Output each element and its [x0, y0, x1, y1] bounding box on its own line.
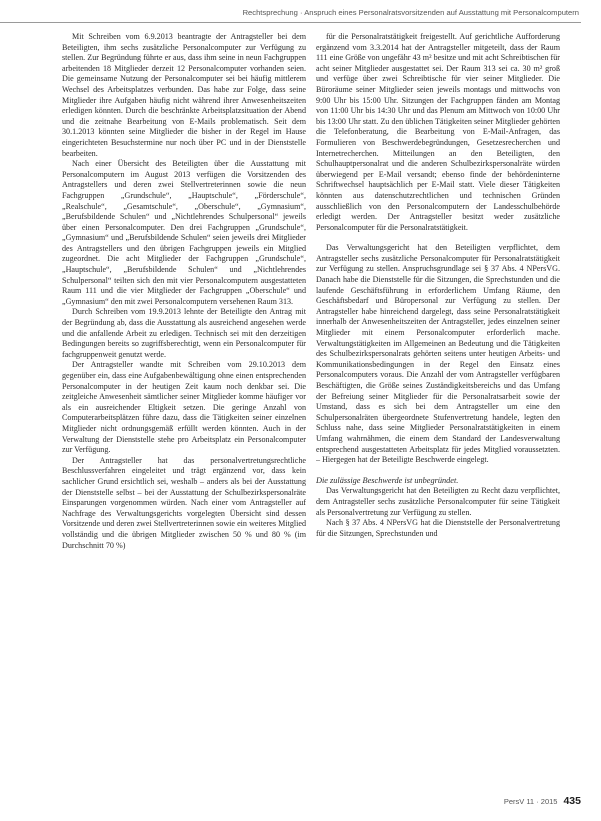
paragraph: Das Verwaltungsgericht hat den Beteiligten verpflichtet, dem Antragsteller sechs zusätzliche Personalcomputer für Personalratstätigkeit zur Verfügung zu stellen. Anspruchsgrundlage sei § 37 Abs. 4 NPersVG. Danach habe die Dienststelle für die Sitzungen, die Sprechstunden und die laufende Geschäftsführung in erforderlichem Umfang Räume, den Geschäftsbedarf und Büropersonal zur Verfügung zu stellen. Der Antragsteller habe hinreichend dargelegt, dass seine Personalratstätigkeit innerhalb der Anwesenheitszeiten der Antragsteller, jedes einzelnen seiner Mitglieder mit einem Personalcomputer erforderlich mache. Verwaltungstätigkeiten im Allgemeinen an Bedeutung und die Tätigkeiten des Schulbezirkspersonalrats gehörten seitens unter heutigen Arbeits- und Kommunikationsbedingungen in der Regel den Einsatz eines Personalcomputers voraus. Die Anzahl der vom Antragsteller verfügbaren Beschäftigten, die Größe seines Zuständigkeitsbereichs und das Umfang der Befreiung seiner Mitglieder für die Personalratsarbeit sowie der Umstand, dass es sich bei dem Antragsteller um eine den Schulpersonalräten übergeordnete Stufenvertretung handele, legten den Schluss nahe, dass seine Mitglieder Personalratstätigkeiten in einem Umfang wahrnähmen, die einem dem Standard der Landesverwaltung entsprechend ausgestatteten Arbeitsplatz für jedes Mitglied voraussetzten. – Hiergegen hat der Beteiligte Beschwerde eingelegt. — [316, 243, 560, 465]
page-number: 435 — [563, 795, 581, 807]
paragraph: Das Verwaltungsgericht hat den Beteiligten zu Recht dazu verpflichtet, dem Antragsteller sechs zusätzliche Personalcomputer für seine Tätigkeit als Personalvertretung zur Verfügung zu stellen. — [316, 486, 560, 517]
section-subheading: Die zulässige Beschwerde ist unbegründet. — [316, 475, 459, 485]
paragraph: Der Antragsteller hat das personalvertretungsrechtliche Beschlussverfahren eingeleitet und trägt ergänzend vor, dass kein sachlicher Grund ersichtlich sei, weshalb – anders als bei der Ausstattung der Dienststelle selbst – bei der Ausstattung der Schulbezirkspersonalräte Einsparungen vorgenommen würden. Nach einer vom Antragsteller auf Nachfrage des Verwaltungsgerichts vorgelegten Übersicht sind dessen Vorsitzende und deren zwei Stellvertreterinnen sowie ein weiteres Mitglied vollständig und die übrigen Mitglieder zwischen 50 % und 80 % (im Durchschnitt 70 %) — [62, 455, 306, 550]
header-rule — [0, 22, 581, 23]
paragraph: Durch Schreiben vom 19.9.2013 lehnte der Beteiligte den Antrag mit der Begründung ab, dass die Ausstattung als ausreichend angesehen werde und die anfallende Arbeit zu erledigen. Technisch sei mit den derzeitigen Bedingungen bereits so zugriffsberechtigt, wenn ein Personalcomputer für fachgruppenweit genutzt werde. — [62, 307, 306, 359]
paragraph: Nach § 37 Abs. 4 NPersVG hat die Dienststelle der Personalvertretung für die Sitzungen, Sprechstunden und — [316, 518, 560, 538]
right-column — [316, 32, 560, 794]
paragraph: Mit Schreiben vom 6.9.2013 beantragte der Antragsteller bei dem Beteiligten, ihm sechs zusätzliche Personalcomputer zur Verfügung zu stellen. Zur Begründung führte er aus, dass ihm seine in neun Fachgruppen arbeitenden 18 Mitglieder derzeit 12 Personalcomputer vorhanden seien. Die gemeinsame Nutzung der Personalcomputer sei bei häufig mittlerem Wechsel des Arbeitsplatzes verbunden. Das habe zur Folge, dass seine Mitglieder ihre Aufgaben häufig nicht während ihrer Anwesenheitszeiten erledigen könnten. Durch die beschränkte Arbeitsplatzsituation der Abend und die zeitnahe Bearbeitung von E-Mails problematisch. Seit dem 30.1.2013 könnten seine Mitglieder die bisher in der Regel im Hause eingerichteten Besuchstermine nur noch über PC und in der Dienststelle bearbeiten. — [62, 32, 306, 158]
paragraph: für die Personalratstätigkeit freigestellt. Auf gerichtliche Aufforderung ergänzend vom 3.3.2014 hat der Antragsteller mitgeteilt, dass der Raum 111 eine Größe von ungefähr 43 m² besitze und mit acht Schreibtischen für acht seiner Mitglieder ausgestattet sei. Der Raum 313 sei ca. 30 m² groß und verfüge über zwei Schreibtische für vier seiner Mitglieder. Die Büroräume seiner Mitglieder seien jeweils montags und mittwochs von 9:00 Uhr bis 15:00 Uhr. Sitzungen der Fachgruppen fänden am Montag von 11:00 Uhr bis 14:30 Uhr und das Plenum am Mittwoch von 10:00 Uhr bis 13:00 Uhr statt. Zu den üblichen Tätigkeiten seiner Mitglieder gehörten die Telefonberatung, die Bearbeitung von E-Mail-Anfragen, das Formulieren von Beschwerdebegründungen, Gesetzesrecherchen und Internetrecherchen. Mitteilungen an den Beteiligten, den Schulhauptpersonalrat und die anderen Schulbezirkspersonalräte würden überwiegend per E-Mail versandt; ebenso finde der behördeninterne Schriftwechsel hauptsächlich per E-Mail statt. Viele dieser Tätigkeiten könnten aus datenschutzrechtlichen und technischen Gründen ausschließlich von den Personalcomputern der Landesschulbehörde erledigt werden. Der Antragsteller besitzt weder zusätzliche Personalcomputer für die Personalratstätigkeit. — [316, 32, 560, 232]
running-header-title: Rechtsprechung · Anspruch eines Personalratsvorsitzenden auf Ausstattung mit Personalcomputern — [242, 8, 579, 17]
left-column — [62, 32, 306, 784]
page-footer — [504, 795, 581, 807]
running-header — [0, 0, 601, 26]
journal-issue: PersV 11 · 2015 — [503, 797, 558, 806]
paragraph: Nach einer Übersicht des Beteiligten über die Ausstattung mit Personalcomputern im August 2013 verfügen die Vorsitzenden des Antragstellers und deren zwei Stellvertreterinnen sowie die neun Fachgruppen „Grundschule“, „Hauptschule“, „Förderschule“, „Realschule“, „Gesamtschule“, „Oberschule“, „Gymnasium“, „Berufsbildende Schulen“ und „Nichtlehrendes Schulpersonal“ jeweils über einen Personalcomputer. Den drei Fachgruppen „Grundschule“, „Gymnasium“ und „Berufsbildende Schulen“ seien jeweils drei Mitglieder des Antragstellers und den übrigen Fachgruppen jeweils ein Mitglied zugeordnet. Die acht Mitglieder der Fachgruppen „Grundschule“, „Hauptschule“, „Berufsbildende Schulen“ und „Nichtlehrendes Schulpersonal“ teilten sich den mit vier Personalcomputern ausgestatteten Raum 111 und die vier Mitglieder der Fachgruppen „Oberschule“ und „Gymnasium“ den mit zwei Personalcomputern versehenen Raum 313. — [62, 159, 306, 306]
paragraph: Der Antragsteller wandte mit Schreiben vom 29.10.2013 dem gegenüber ein, dass eine Aufgabenbewältigung ohne einen entsprechenden Personalcomputer in der heutigen Zeit kaum noch denkbar sei. Die zeitgleiche Anwesenheit sämtlicher seiner Mitglieder komme häufiger vor als ein ausreichender Eltigkeit setzen. Die geringe Anzahl von Computerarbeitsplätzen führe dazu, dass die Tätigkeiten seiner einzelnen Mitglieder nicht ordnungsgemäß erfüllt werden könnten. Auch in der Verwaltung der Dienststelle stehe pro Arbeitsplatz ein Personalcomputer zur Verfügung. — [62, 360, 306, 455]
